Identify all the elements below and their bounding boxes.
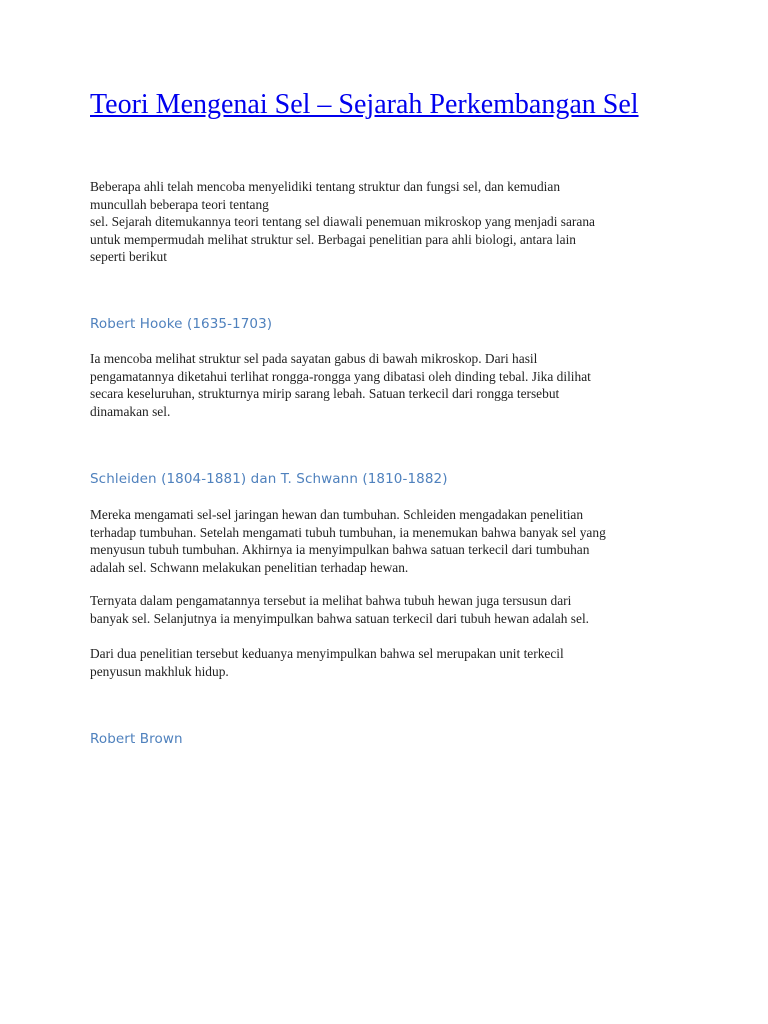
section-heading-robert-brown: Robert Brown (90, 731, 183, 747)
section-heading-robert-hooke: Robert Hooke (1635-1703) (90, 316, 273, 332)
schleiden-schwann-paragraph-2: Ternyata dalam pengamatannya tersebut ia melihat bahwa tubuh hewan juga tersusun dari banyak sel. Selanjutnya ia menyimpulkan bahwa satuan terkecil dari tubuh hewan adalah sel. (90, 593, 590, 626)
schleiden-schwann-paragraph-1: Mereka mengamati sel-sel jaringan hewan dan tumbuhan. Schleiden mengadakan penelitian terhadap tumbuhan. Setelah mengamati tubuh tumbuhan, ia menemukan bahwa banyak sel yang menyusun tubuh tumbuhan. Akhirnya ia menyimpulkan bahwa satuan terkecil dari tumbuhan adalah sel. Schwann melakukan penelitian terhadap hewan. (90, 507, 606, 575)
schleiden-schwann-paragraph-3: Dari dua penelitian tersebut keduanya menyimpulkan bahwa sel merupakan unit terkecil penyusun makhluk hidup. (90, 646, 564, 679)
intro-paragraph: Beberapa ahli telah mencoba menyelidiki tentang struktur dan fungsi sel, dan kemudian muncullah beberapa teori tentang sel. Sejarah ditemukannya teori tentang sel diawali penemuan mikroskop yang menjadi sarana untuk mempermudah melihat struktur sel. Berbagai penelitian para ahli biologi, antara lain seperti berikut (90, 179, 595, 265)
robert-hooke-paragraph: Ia mencoba melihat struktur sel pada sayatan gabus di bawah mikroskop. Dari hasil pengamatannya diketahui terlihat rongga-rongga yang dibatasi oleh dinding tebal. Jika dilihat secara keseluruhan, strukturnya mirip sarang lebah. Satuan terkecil dari rongga tersebut dinamakan sel. (90, 351, 591, 419)
section-heading-schleiden-schwann: Schleiden (1804-1881) dan T. Schwann (1810-1882) (90, 471, 448, 487)
document-title-link[interactable]: Teori Mengenai Sel – Sejarah Perkembangan Sel (90, 89, 639, 120)
document-page (90, 88, 690, 747)
